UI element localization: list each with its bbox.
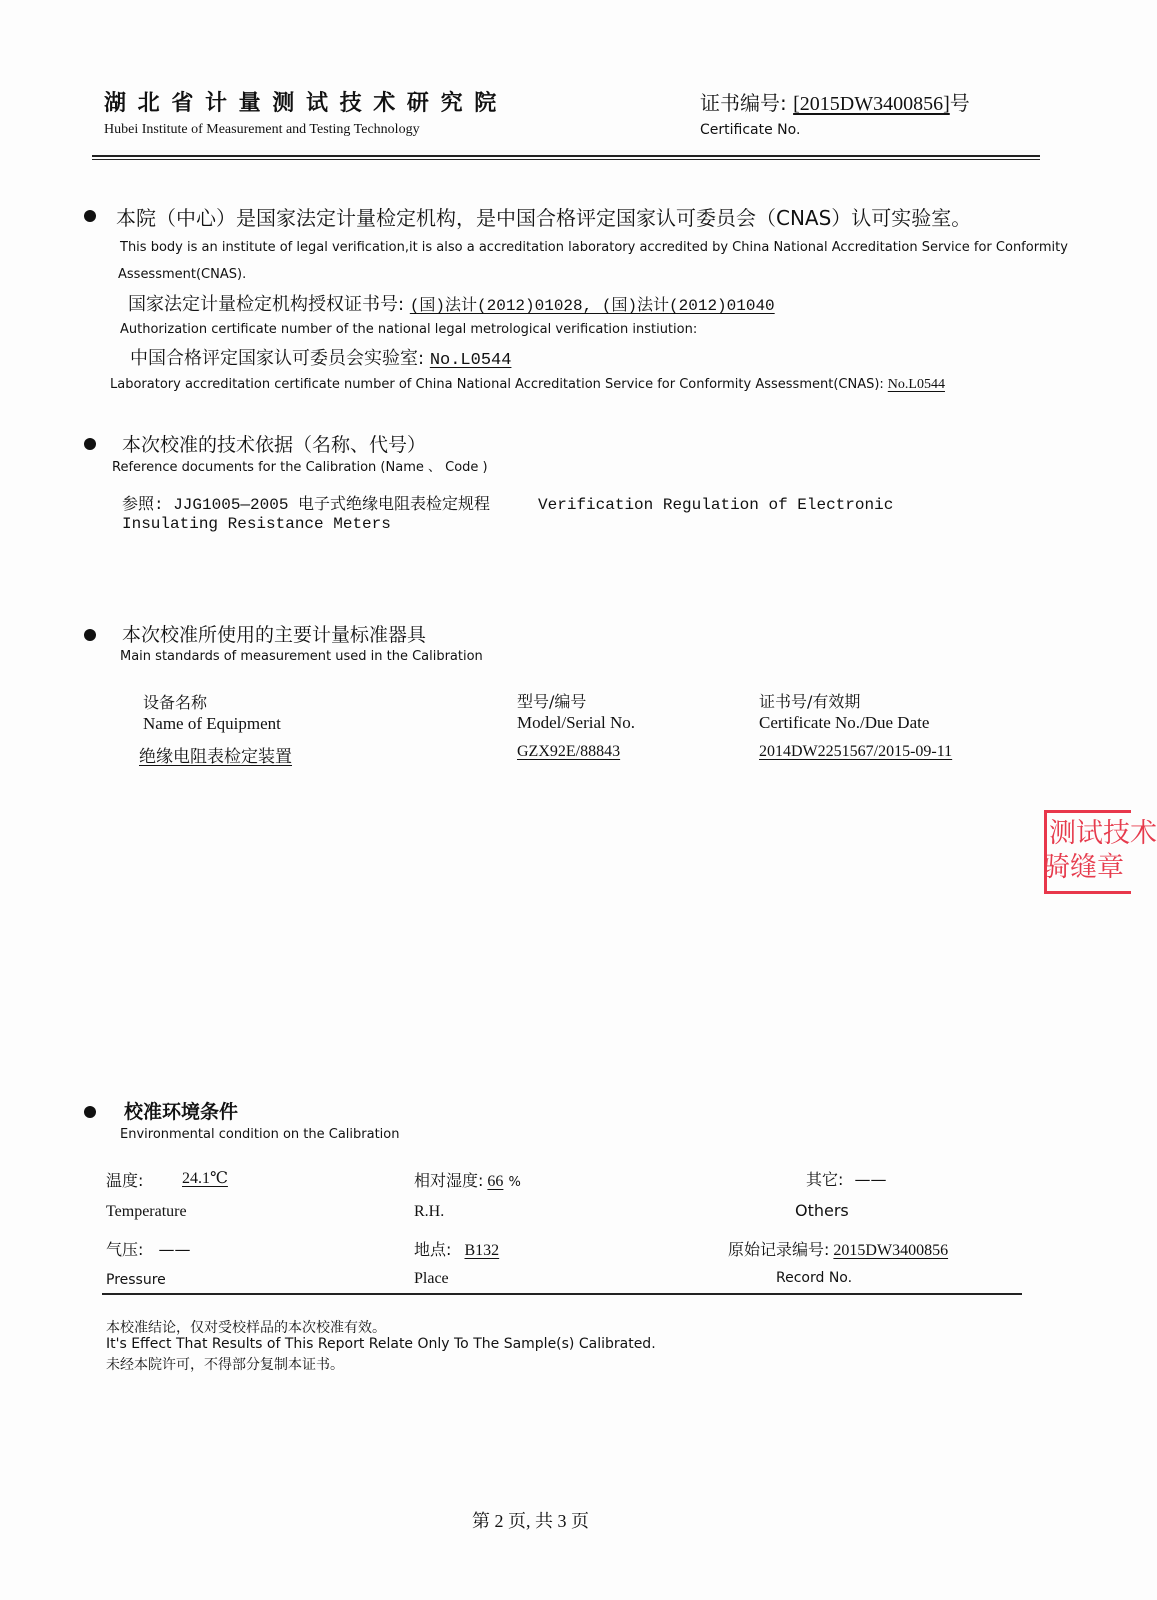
section2-title-en: Reference documents for the Calibration (Name 、 Code ) [112, 460, 488, 475]
lab-label-en: Laboratory accreditation certificate number of China National Accreditation Service for Conformity Assessment(CNAS): [110, 377, 884, 392]
cert-number: [2015DW3400856] [793, 93, 950, 115]
rh-line [414, 1168, 521, 1191]
section1-title: 本院（中心）是国家法定计量检定机构，是中国合格评定国家认可委员会（CNAS）认可实验室。 [116, 206, 972, 230]
col-header-cert-cn: 证书号/有效期 [759, 692, 861, 711]
org-name-cn: 湖 北 省 计 量 测 试 技 术 研 究 院 [104, 91, 499, 116]
auth-cert-line [128, 290, 795, 316]
record-label: 原始记录编号: [728, 1240, 830, 1259]
note-line1: 本校准结论，仅对受校样品的本次校准有效。 [106, 1320, 386, 1336]
lab-cert-value-en: No.L0544 [887, 377, 945, 392]
note-line3: 未经本院许可，不得部分复制本证书。 [106, 1357, 344, 1373]
reference-line2: Insulating Resistance Meters [122, 515, 391, 533]
section4-title-en: Environmental condition on the Calibration [120, 1127, 400, 1142]
record-line [728, 1237, 948, 1260]
auth-label-cn: 国家法定计量检定机构授权证书号: [128, 294, 405, 315]
stamp-line2: 骑缝章 [1043, 852, 1124, 883]
org-name-en: Hubei Institute of Measurement and Testing Technology [104, 122, 420, 137]
temperature-en: Temperature [106, 1203, 187, 1220]
rh-value: 66 [487, 1173, 504, 1190]
col-header-equipment-cn: 设备名称 [143, 693, 208, 712]
pressure-line [106, 1237, 191, 1260]
auth-label-en: Authorization certificate number of the national legal metrological verification instiution: [120, 322, 698, 337]
others-value: —— [854, 1170, 887, 1189]
bullet-3 [84, 629, 96, 641]
lab-label-cn: 中国合格评定国家认可委员会实验室: [130, 348, 425, 369]
cert-number-line [700, 87, 970, 116]
equipment-model: GZX92E/88843 [517, 743, 621, 760]
rh-label: 相对湿度: [414, 1171, 484, 1190]
pressure-label: 气压: [106, 1240, 144, 1259]
record-en: Record No. [776, 1270, 853, 1286]
place-en: Place [414, 1270, 449, 1287]
section4-rule [102, 1293, 1022, 1295]
bullet-1 [84, 210, 96, 222]
section2-title: 本次校准的技术依据（名称、代号） [122, 434, 427, 456]
col-header-cert-en: Certificate No./Due Date [759, 713, 930, 732]
section4-title: 校准环境条件 [124, 1101, 239, 1123]
temperature-label: 温度: [106, 1171, 144, 1190]
lab-cert-line [130, 344, 519, 370]
cert-label-en: Certificate No. [700, 122, 801, 138]
header-rule-bottom [92, 159, 1040, 160]
section1-desc-line1: This body is an institute of legal verification,it is also a accreditation laboratory accredited by China National Accreditation Service for Conformity [120, 240, 1068, 255]
others-line [806, 1167, 887, 1190]
auth-cert-value: (国)法计(2012)01028, (国)法计(2012)01040 [409, 297, 775, 315]
rh-en: R.H. [414, 1203, 445, 1220]
col-header-equipment-en: Name of Equipment [143, 714, 281, 733]
cert-label-cn: 证书编号: [700, 91, 787, 115]
section3-title: 本次校准所使用的主要计量标准器具 [122, 624, 427, 646]
section3-title-en: Main standards of measurement used in the Calibration [120, 649, 483, 664]
place-line [414, 1237, 499, 1260]
equipment-name: 绝缘电阻表检定装置 [139, 747, 292, 767]
note-line2: It's Effect That Results of This Report Relate Only To The Sample(s) Calibrated. [106, 1336, 656, 1352]
header-rule-top [92, 155, 1040, 157]
record-value: 2015DW3400856 [833, 1242, 949, 1259]
section1-desc-line2: Assessment(CNAS). [118, 267, 247, 282]
seam-stamp [1043, 810, 1157, 894]
rh-unit: % [508, 1175, 521, 1190]
others-label: 其它: [806, 1170, 844, 1189]
bullet-2 [84, 438, 96, 450]
place-label: 地点: [414, 1240, 452, 1259]
others-en: Others [795, 1201, 849, 1220]
pressure-value: —— [158, 1240, 191, 1259]
cert-suffix: 号 [949, 91, 970, 115]
col-header-model-cn: 型号/编号 [517, 692, 587, 711]
equipment-cert: 2014DW2251567/2015-09-11 [759, 743, 953, 760]
col-header-model-en: Model/Serial No. [517, 713, 636, 732]
lab-label-en-line [110, 377, 945, 393]
reference-line1: 参照: JJG1005—2005 电子式绝缘电阻表检定规程 Verification Regulation of Electronic [122, 496, 894, 514]
temperature-value: 24.1℃ [182, 1170, 228, 1187]
lab-cert-value: No.L0544 [429, 351, 512, 370]
page-number: 第 2 页, 共 3 页 [472, 1511, 589, 1531]
place-value: B132 [464, 1242, 500, 1259]
stamp-line1: 测试技术 [1049, 818, 1157, 849]
pressure-en: Pressure [106, 1272, 166, 1288]
bullet-4 [84, 1106, 96, 1118]
